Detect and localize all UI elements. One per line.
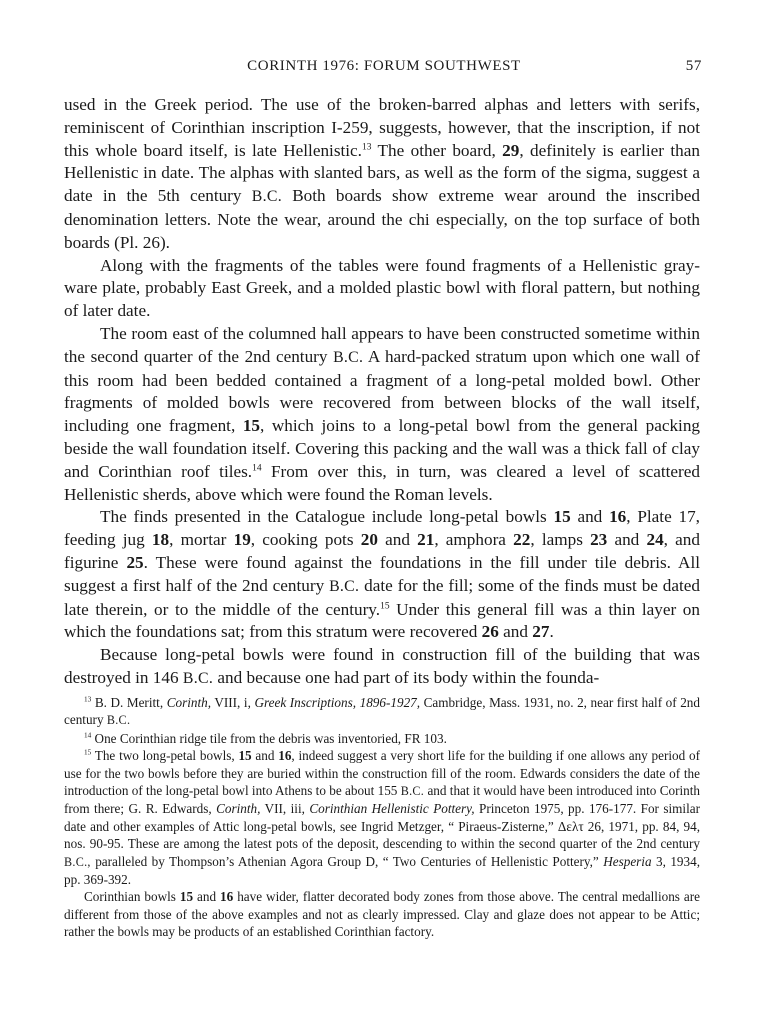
era-abbrev: B.C. <box>251 188 282 206</box>
text-run: Corinthian bowls <box>84 889 180 905</box>
italic-title: Corinth, <box>216 801 261 817</box>
text-run: Princeton 1975, pp. 176-177. For similar date and other examples of Attic long-petal bowls, see Ingrid Metzger, “ Piraeus-Zisterne,” <box>64 801 700 834</box>
catalogue-number: 26 <box>481 622 499 642</box>
footnote-13 <box>64 694 700 730</box>
text-run: have wider, flatter decorated body zones from those above. The central medallions are different from those of the above examples and not as clearly impressed. Clay and glaze does not appear to be Attic; rather the bowls may be products of an established Corinthian factory. <box>64 889 700 940</box>
italic-title: Greek Inscriptions, 1896-1927, <box>254 695 421 710</box>
text-run: From over this, in turn, was cleared a level of scattered Hellenistic sherds, above which were found the Roman levels. <box>64 461 700 504</box>
era-abbrev: B.C. <box>182 669 214 687</box>
catalogue-number: 15 <box>238 748 252 764</box>
text-run: The two long-petal bowls, <box>91 748 239 764</box>
text-run: and because one had part of its body within the founda- <box>213 667 600 687</box>
footnote-15 <box>64 747 700 888</box>
footnote-ref-15: 15 <box>380 600 390 611</box>
catalogue-number: 18 <box>151 530 170 550</box>
text-run: and <box>607 530 647 550</box>
text-run: and <box>193 889 221 905</box>
text-run: and <box>498 622 533 642</box>
text-run: B. D. Meritt, <box>91 695 167 710</box>
catalogue-number: 21 <box>417 530 435 550</box>
running-head: CORINTH 1976: FORUM SOUTHWEST <box>247 58 521 74</box>
catalogue-number: 16 <box>278 748 292 764</box>
paragraph-2: Along with the fragments of the tables were found fragments of a Hellenistic gray-ware plate, probably East Greek, and a molded plastic bowl with floral pattern, but nothing of later date. <box>64 255 700 321</box>
text-run: One Corinthian ridge tile from the debris was inventoried, FR 103. <box>91 730 447 746</box>
catalogue-number: 16 <box>609 507 627 527</box>
footnote-number: 14 <box>84 731 92 740</box>
era-abbrev: B.C. <box>333 348 364 366</box>
text-run: 26, 1971, pp. 84, 94, nos. 90-95. These are among the latest pots of the deposit, descending to within the second quarter of the 2nd century <box>64 818 700 852</box>
footnote-15-continued <box>64 888 700 940</box>
text-run: , Plate 17, feeding jug <box>64 507 700 550</box>
text-run: Under this general fill was a thin layer on which the foundations sat; from this stratum were recovered <box>64 599 700 642</box>
text-run: Because long-petal bowls were found in construction fill of the building that was destroyed in 146 <box>64 645 700 687</box>
footnote-14 <box>64 730 700 747</box>
greek-abbrev: Δελτ <box>557 818 584 834</box>
text-run: VII, iii, <box>260 801 310 817</box>
text-run: Both boards show extreme wear around the inscribed denomination letters. Note the wear, around the chi especially, on the top surface of both boards (Pl. 26). <box>64 186 700 252</box>
paragraph-4 <box>64 506 700 644</box>
footnote-ref-13: 13 <box>361 141 372 152</box>
catalogue-number: 25 <box>126 552 144 572</box>
text-run: . <box>549 622 554 642</box>
catalogue-number: 27 <box>532 622 550 642</box>
text-run: . These were found against the foundations in the fill under tile debris. All suggest a first half of the 2nd century <box>64 552 700 595</box>
catalogue-number: 22 <box>513 530 531 550</box>
page-header <box>64 58 704 80</box>
text-run: , and figurine <box>64 530 700 572</box>
text-run: VIII, i, <box>211 695 255 710</box>
text-run: , lamps <box>530 530 591 550</box>
footnote-ref-14: 14 <box>252 463 262 474</box>
catalogue-number: 15 <box>179 889 194 905</box>
catalogue-number: 29 <box>502 140 520 160</box>
italic-title: Hesperia <box>603 853 652 869</box>
footnotes <box>64 694 700 941</box>
era-abbrev: B.C., <box>64 854 91 869</box>
text-run: , cooking pots <box>250 530 361 550</box>
text-run: and <box>251 748 279 764</box>
paragraph-5 <box>64 644 700 691</box>
body-text <box>64 94 700 691</box>
text-run: , amphora <box>434 530 514 550</box>
text-run: , definitely is earlier than Hellenistic in date. The alphas with slanted bars, as well as the form of the sigma, suggest a date in the 5th century <box>64 140 700 206</box>
text-run: and <box>570 507 610 527</box>
text-run: and that it would have been introduced into Corinth from there; G. R. Edwards, <box>64 783 700 817</box>
text-run: Cambridge, Mass. 1931, no. 2, near first half of 2nd century <box>64 695 700 728</box>
text-run: The other board, <box>371 140 503 160</box>
text-run: used in the Greek period. The use of the broken-barred alphas and letters with serifs, reminiscent of Corinthian inscription I-259, suggests, however, that the inscription, if not this whole board itself, is late Hellenistic. <box>64 95 700 160</box>
italic-title: Corinthian Hellenistic Pottery, <box>309 801 475 817</box>
catalogue-number: 23 <box>590 530 608 550</box>
catalogue-number: 16 <box>220 889 234 905</box>
catalogue-number: 19 <box>233 530 251 550</box>
footnote-number: 13 <box>84 695 92 704</box>
catalogue-number: 15 <box>242 416 261 436</box>
text-run: paralleled by Thompson’s Athenian Agora Group D, “ Two Centuries of Hellenistic Pottery,” <box>90 853 604 869</box>
text-run: , mortar <box>169 530 234 550</box>
footnote-number: 15 <box>84 748 92 757</box>
era-abbrev: B.C. <box>400 784 425 799</box>
catalogue-number: 20 <box>360 530 378 550</box>
text-run: A hard-packed stratum upon which one wall of this room had been bedded contained a fragment of a long-petal molded bowl. Other fragments of molded bowls were recovered from between blocks of the wall itself, including one fragment, <box>64 346 701 436</box>
catalogue-number: 24 <box>646 530 664 550</box>
text-run: 3, 1934, pp. 369-392. <box>64 853 701 888</box>
text-run: The room east of the columned hall appears to have been constructed sometime within the second quarter of the 2nd century <box>64 323 700 366</box>
text-run: and <box>377 530 418 550</box>
era-abbrev: B.C. <box>329 577 360 595</box>
italic-title: Corinth, <box>166 695 212 710</box>
text-run: The finds presented in the Catalogue include long-petal bowls <box>100 507 554 527</box>
text-run: date for the fill; some of the finds must be dated late therein, or to the middle of the century. <box>64 575 700 619</box>
text-run: , indeed suggest a very short life for the building if one allows any period of use for the two bowls before they are buried within the construction fill of the room. Edwards considers the date of the introduction of the long-petal bowl into Athens to be about 155 <box>64 748 700 799</box>
paragraph-1 <box>64 94 700 255</box>
paragraph-3 <box>64 323 700 506</box>
catalogue-number: 15 <box>553 507 571 527</box>
era-abbrev: B.C. <box>106 713 131 728</box>
text-run: , which joins to a long-petal bowl from the general packing beside the wall foundation itself. Covering this packing and the wall was a thick fall of clay and Corinthian roof tiles. <box>64 416 701 481</box>
page-number: 57 <box>685 58 702 74</box>
